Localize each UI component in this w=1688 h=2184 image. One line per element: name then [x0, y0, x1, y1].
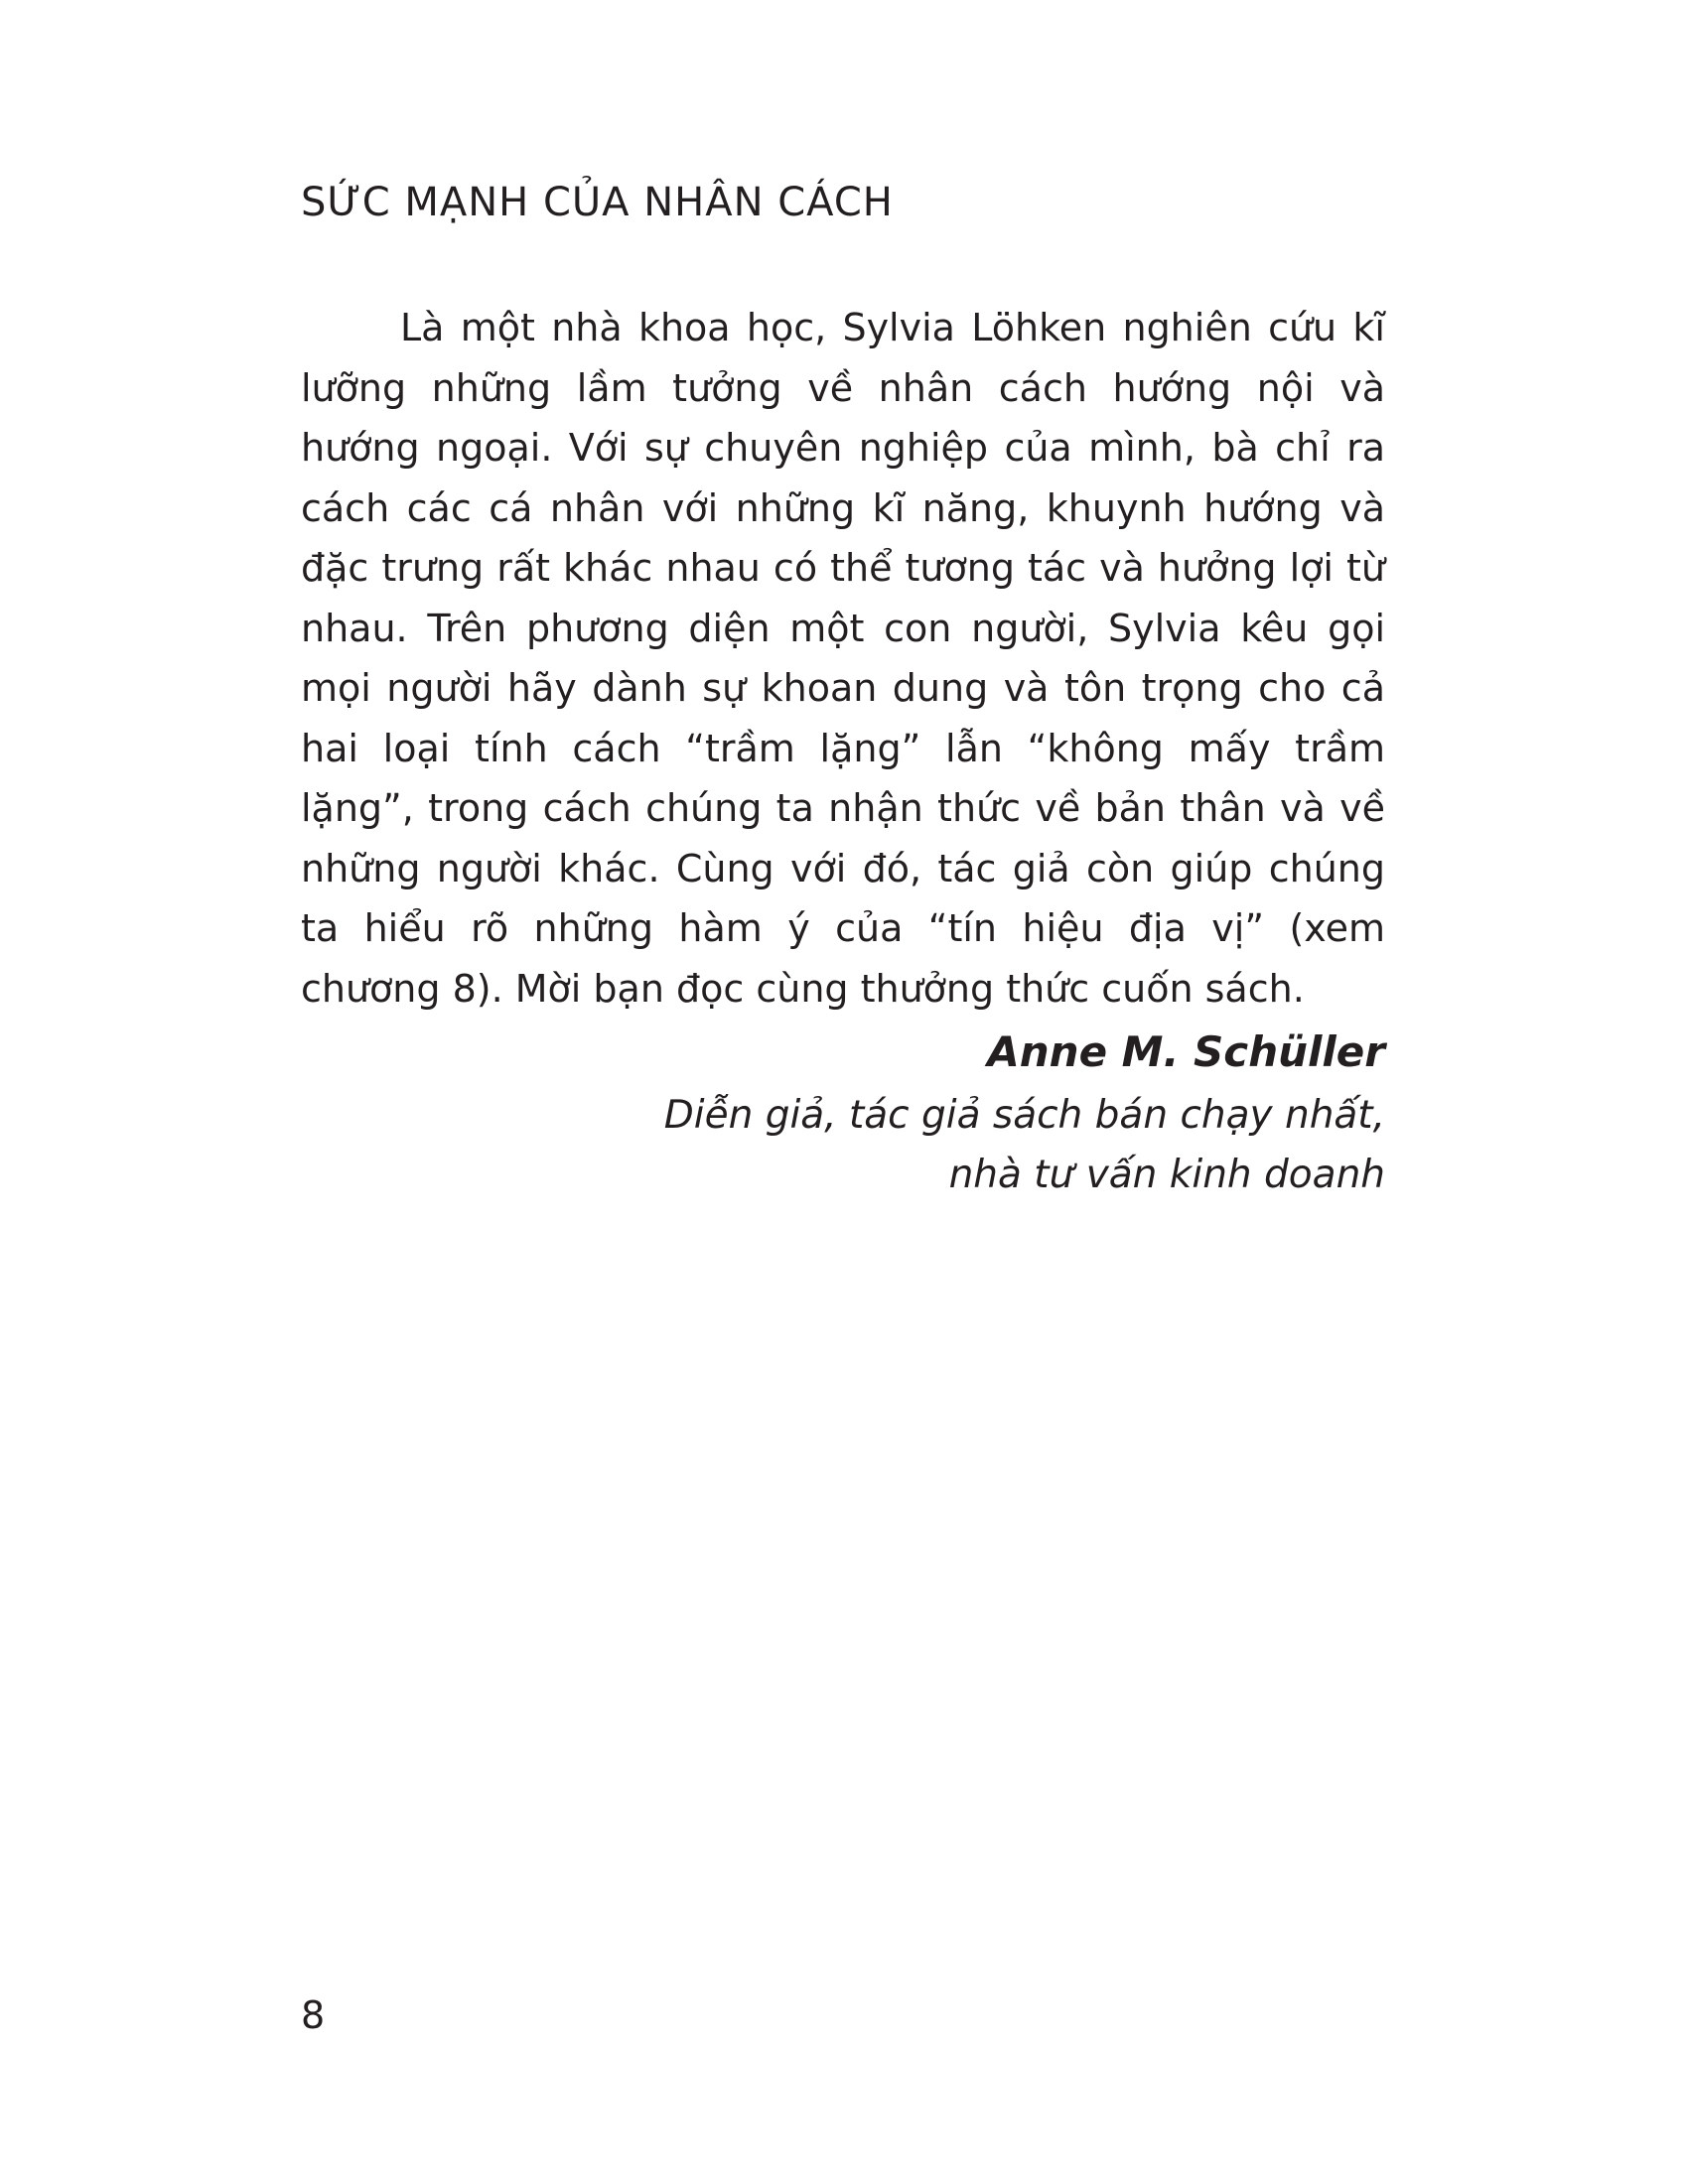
page-number: 8 — [301, 1993, 326, 2037]
signature-block — [664, 1023, 1385, 1205]
author-name: Anne M. Schüller — [987, 1027, 1385, 1076]
author-role-line-1: Diễn giả, tác giả sách bán chạy nhất, — [663, 1093, 1385, 1138]
body-paragraph: Là một nhà khoa học, Sylvia Löhken nghiên cứu kĩ lưỡng những lầm tưởng về nhân cách hướng nội và hướng ngoại. Với sự chuyên nghiệp của mình, bà chỉ ra cách các cá nhân với những kĩ năng, khuynh hướng và đặc trưng rất khác nhau có thể tương tác và hưởng lợi từ nhau. Trên phương diện một con người, Sylvia kêu gọi mọi người hãy dành sự khoan dung và tôn trọng cho cả hai loại tính cách “trầm lặng” lẫn “không mấy trầm lặng”, trong cách chúng ta nhận thức về bản thân và về những người khác. Cùng với đó, tác giả còn giúp chúng ta hiểu rõ những hàm ý của “tín hiệu địa vị” (xem chương 8). Mời bạn đọc cùng thưởng thức cuốn sách. — [301, 306, 1385, 1011]
running-header-title: SỨC MẠNH CỦA NHÂN CÁCH — [301, 180, 894, 225]
author-role-line-2: nhà tư vấn kinh doanh — [948, 1153, 1385, 1197]
